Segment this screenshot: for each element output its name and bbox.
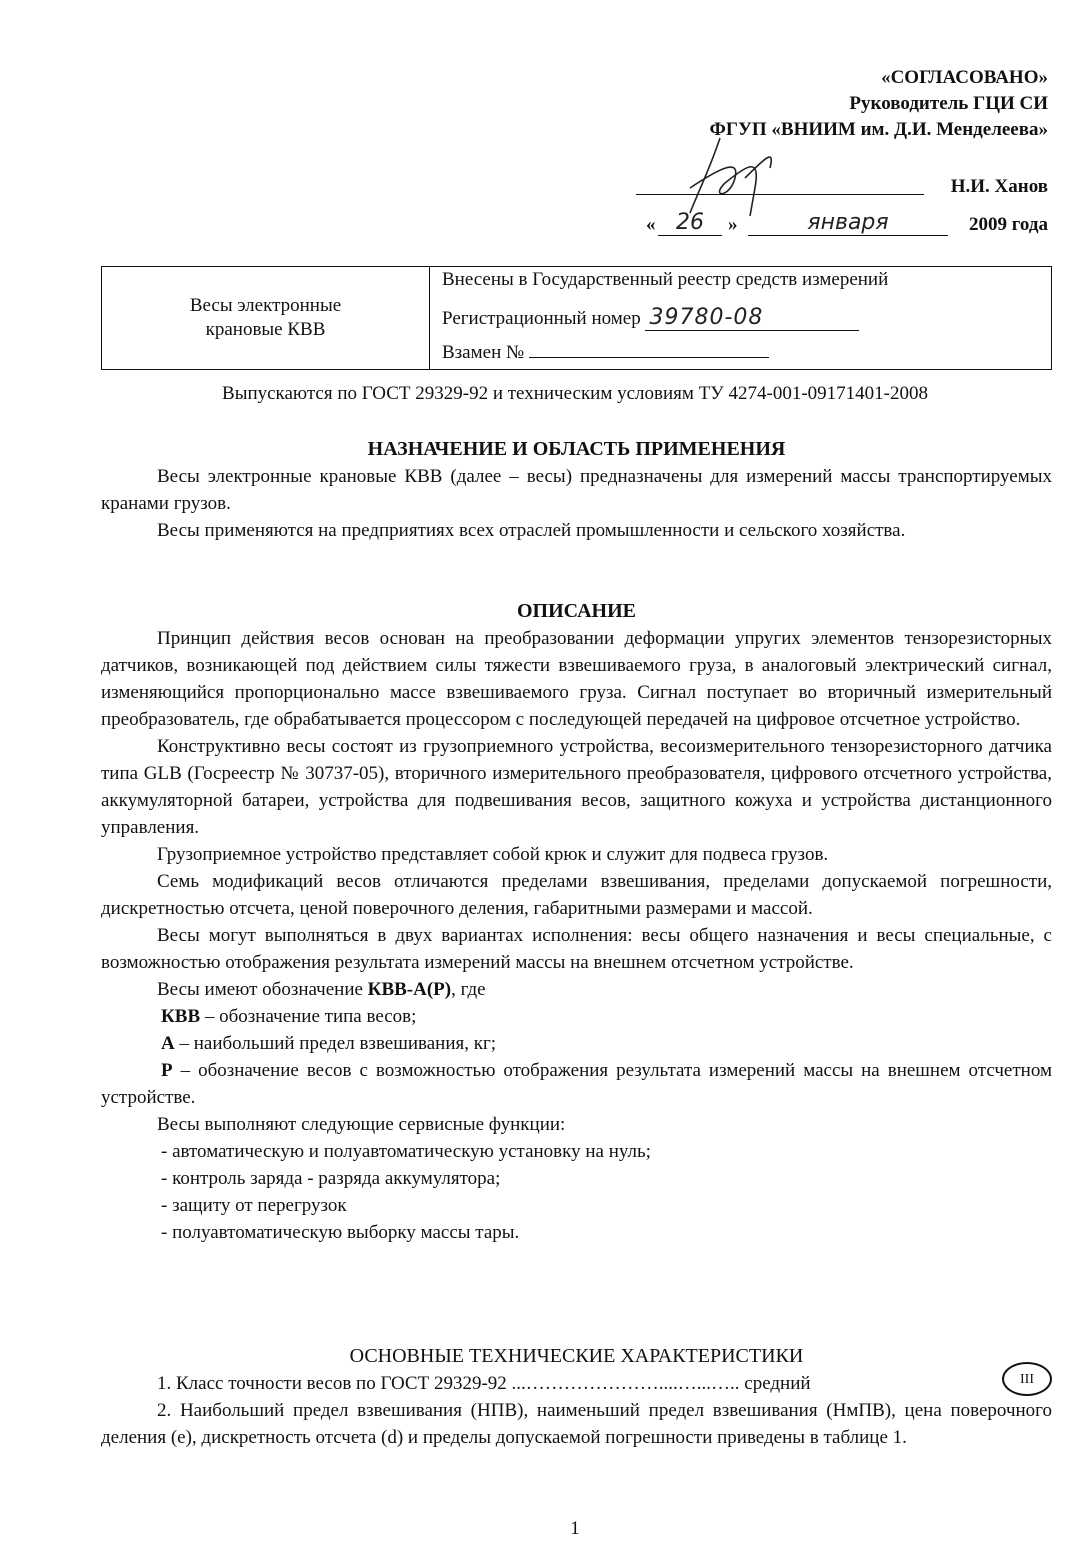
date-day: 26: [658, 210, 722, 236]
service-function: - полуавтоматическую выборку массы тары.: [161, 1222, 520, 1243]
gost-statement: Выпускаются по ГОСТ 29329-92 и техническим условиям ТУ 4274-001-09171401-2008: [222, 383, 928, 404]
designation-code: КВВ-А(Р): [367, 979, 452, 1000]
registry-entered-text: Внесены в Государственный реестр средств измерений: [442, 269, 889, 290]
approval-date-row: [636, 210, 1048, 242]
accuracy-class-row: [101, 1370, 1052, 1397]
designation-text: – наибольший предел взвешивания, кг;: [174, 1033, 497, 1054]
designation-item: [101, 1003, 1052, 1030]
approval-stamp: «СОГЛАСОВАНО»: [881, 67, 1048, 88]
service-function: - защиту от перегрузок: [161, 1195, 347, 1216]
product-name-line2: крановые КВВ: [205, 319, 326, 340]
date-open-quote: «: [646, 214, 656, 235]
designation-term: А: [161, 1033, 175, 1054]
date-close-quote: »: [728, 214, 738, 235]
paragraph: Конструктивно весы состоят из грузоприемного устройства, весоизмерительного тензорезисторного датчика типа GLB (Госреестр № 30737-05), вторичного измерительного преобразователя, цифрового отсчетного устройства, аккумуляторной батареи, устройства для подвешивания весов, защитного кожуха и устройства дистанционного управления.: [101, 736, 1052, 838]
designation-item: [101, 1057, 1052, 1111]
replaces-label: Взамен №: [442, 342, 525, 363]
paragraph: 2. Наибольший предел взвешивания (НПВ), наименьший предел взвешивания (НмПВ), цена поверочного деления (е), дискретность отсчета (d) и пределы допускаемой погрешности приведены в таблице 1.: [101, 1400, 1052, 1448]
reg-number-value: 39780-08: [645, 305, 859, 331]
accuracy-class-text: 1. Класс точности весов по ГОСТ 29329-92 ...…………………....…...….. средний: [157, 1373, 811, 1394]
service-function: - контроль заряда - разряда аккумулятора;: [161, 1168, 501, 1189]
registration-number-row: [442, 305, 859, 331]
replaces-value: [529, 341, 769, 358]
designation-prefix: Весы имеют обозначение: [157, 979, 368, 1000]
designation-intro: [101, 976, 1052, 1003]
signature-line: [636, 194, 924, 195]
service-intro: Весы выполняют следующие сервисные функции:: [157, 1114, 566, 1135]
section-purpose: [101, 436, 1052, 544]
date-month: января: [748, 210, 948, 236]
date-year: 2009 года: [969, 214, 1048, 235]
registry-table: [101, 266, 1052, 370]
designation-term: Р: [161, 1060, 173, 1081]
product-name-line1: Весы электронные: [189, 295, 342, 316]
accuracy-class-badge: III: [1002, 1362, 1052, 1396]
section-description: [101, 598, 1052, 1246]
designation-text: – обозначение весов с возможностью отображения результата измерений массы на внешнем отсчетном устройстве.: [101, 1060, 1052, 1108]
paragraph: Весы применяются на предприятиях всех отраслей промышленности и сельского хозяйства.: [157, 520, 906, 541]
section-title: ОСНОВНЫЕ ТЕХНИЧЕСКИЕ ХАРАКТЕРИСТИКИ: [349, 1345, 804, 1367]
designation-term: КВВ: [161, 1006, 201, 1027]
paragraph: Весы могут выполняться в двух вариантах исполнения: весы общего назначения и весы специальные, с возможностью отображения результата измерений массы на внешнем отсчетном устройстве.: [101, 925, 1052, 973]
paragraph: Принцип действия весов основан на преобразовании деформации упругих элементов тензорезисторных датчиков, возникающей под действием силы тяжести взвешиваемого груза, в аналоговый электрический сигнал, изменяющийся пропорционально массе взвешиваемого груза. Сигнал поступает во вторичный измерительный преобразователь, где обрабатывается процессором с последующей передачей на цифровое отсчетное устройство.: [101, 628, 1052, 730]
signer-name: Н.И. Ханов: [950, 176, 1048, 197]
designation-text: – обозначение типа весов;: [200, 1006, 417, 1027]
approval-organization: ФГУП «ВНИИМ им. Д.И. Менделеева»: [709, 119, 1048, 140]
signer-row: [636, 176, 1048, 202]
section-title: ОПИСАНИЕ: [516, 600, 636, 622]
service-function: - автоматическую и полуавтоматическую установку на нуль;: [161, 1141, 651, 1162]
paragraph: Весы электронные крановые КВВ (далее – весы) предназначены для измерений массы транспортируемых кранами грузов.: [101, 466, 1052, 514]
replaces-row: [442, 341, 769, 364]
page-number: 1: [570, 1518, 580, 1539]
paragraph: Грузоприемное устройство представляет собой крюк и служит для подвеса грузов.: [157, 844, 829, 865]
product-name-cell: [102, 267, 430, 369]
reg-number-label: Регистрационный номер: [442, 308, 641, 329]
signature-icon: [680, 128, 800, 218]
section-specs: [101, 1343, 1052, 1451]
designation-suffix: , где: [451, 979, 486, 1000]
section-title: НАЗНАЧЕНИЕ И ОБЛАСТЬ ПРИМЕНЕНИЯ: [367, 438, 786, 460]
approval-position: Руководитель ГЦИ СИ: [849, 93, 1048, 114]
paragraph: Семь модификаций весов отличаются пределами взвешивания, пределами допускаемой погрешности, дискретностью отсчета, ценой поверочного деления, габаритными размерами и массой.: [101, 871, 1052, 919]
designation-item: [101, 1030, 1052, 1057]
